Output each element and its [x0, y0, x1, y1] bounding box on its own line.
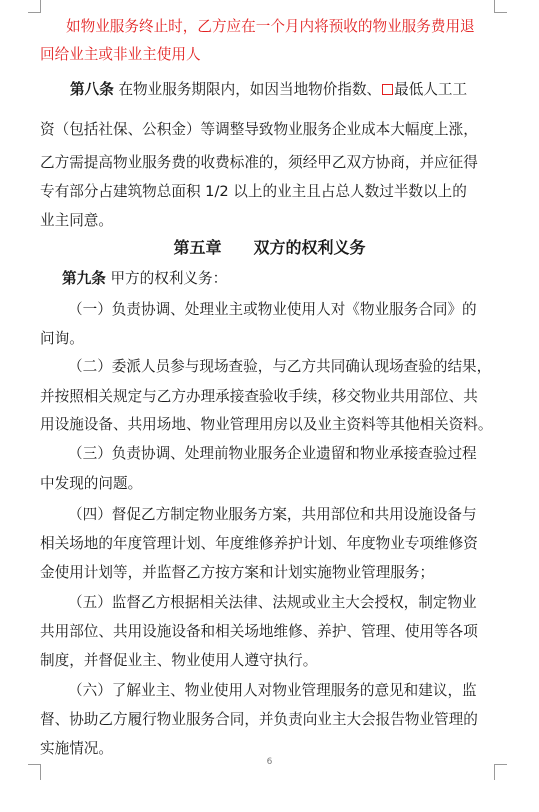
item-5-line-2: 共用部位、共用设施设备和相关场地维修、养护、管理、使用等各项: [40, 623, 478, 640]
item-4-line-1: （四）督促乙方制定物业服务方案，共用部位和共用设施设备与: [68, 506, 477, 523]
red-notice-line-2: 回给业主或非业主使用人: [40, 46, 201, 63]
article8-title: 第八条: [70, 81, 114, 98]
item-1-line-1: （一）负责协调、处理业主或物业使用人对《物业服务合同》的: [68, 301, 477, 318]
article8-line1-text: 在物业服务期限内，如因当地物价指数、: [118, 81, 382, 98]
item-5-line-1: （五）监督乙方根据相关法律、法规或业主大会授权，制定物业: [68, 594, 477, 611]
article9-intro: [40, 269, 522, 289]
item-6-line-3: 实施情况。: [40, 740, 113, 757]
article8-line-2: 资（包括社保、公积金）等调整导致物业服务企业成本大幅度上涨，: [40, 121, 478, 138]
item-3-line-2: 中发现的问题。: [40, 475, 143, 492]
article8-line-5: 业主同意。: [40, 212, 113, 229]
item-2-line-3: 用设施设备、共用场地、物业管理用房以及业主资料等其他相关资料。: [40, 416, 493, 433]
item-6-line-2: 督、协助乙方履行物业服务合同，并负责向业主大会报告物业管理的: [40, 711, 478, 728]
item-5-line-3: 制度，并督促业主、物业使用人遵守执行。: [40, 652, 318, 669]
article8-line-1: [40, 80, 530, 100]
article9-intro-text: 甲方的权利义务：: [110, 270, 228, 287]
crop-mark-top-left-h: [28, 12, 41, 13]
item-3-line-1: （三）负责协调、处理前物业服务企业遗留和物业承接查验过程: [68, 445, 477, 462]
article8-line1-tail: 最低人工工: [394, 81, 468, 98]
page-number: 6: [266, 757, 273, 767]
item-4-line-2: 相关场地的年度管理计划、年度维修养护计划、年度物业专项维修资: [40, 535, 478, 552]
item-1-line-2: 问询。: [40, 330, 84, 347]
crop-mark-top-right-v: [494, 0, 495, 12]
chapter-heading: 第五章 双方的权利义务: [173, 238, 366, 257]
red-notice-line-1: 如物业服务终止时，乙方应在一个月内将预收的物业服务费用退: [66, 18, 475, 35]
article8-line-3: 乙方需提高物业服务费的收费标准的，须经甲乙双方协商，并应征得: [40, 154, 478, 171]
article9-title: 第九条: [62, 270, 106, 287]
crop-mark-top-left-v: [40, 0, 41, 12]
item-6-line-1: （六）了解业主、物业使用人对物业管理服务的意见和建议，监: [68, 682, 477, 699]
crop-mark-top-right-h: [494, 12, 507, 13]
item-2-line-2: 并按照相关规定与乙方办理承接查验收手续，移交物业共用部位、共: [40, 388, 478, 405]
item-4-line-3: 金使用计划等，并监督乙方按方案和计划实施物业管理服务；: [40, 564, 435, 581]
article8-line-4: 专有部分占建筑物总面积 1/2 以上的业主且占总人数过半数以上的: [40, 183, 467, 200]
item-2-line-1: （二）委派人员参与现场查验，与乙方共同确认现场查验的结果，: [68, 358, 492, 375]
red-checkbox-icon: [382, 84, 393, 95]
